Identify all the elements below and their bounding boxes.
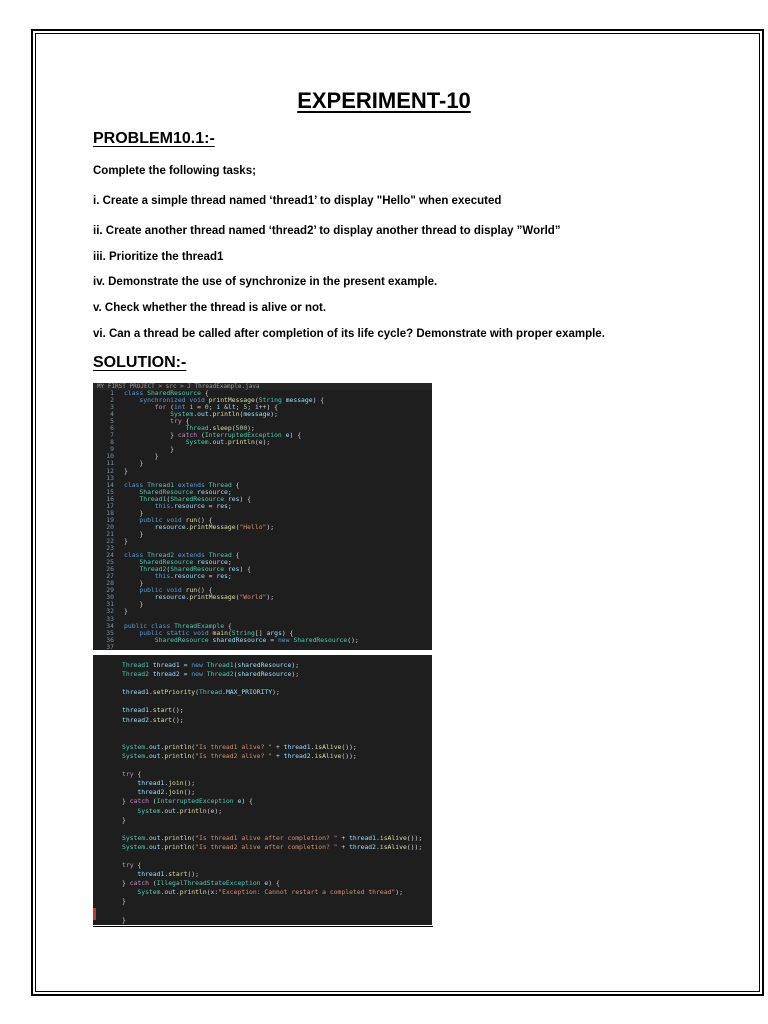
line-number: 4 (110, 410, 114, 419)
line-text: public void run() { (139, 515, 213, 524)
line-text: System.out.println(message); (170, 410, 278, 419)
code-line (93, 716, 432, 725)
line-number (93, 770, 122, 779)
problem-heading: PROBLEM10.1:- (93, 130, 215, 147)
code-line (93, 453, 432, 460)
code-line (93, 807, 432, 816)
line-text: try { (122, 770, 142, 779)
line-text: System.out.println(x:"Exception: Cannot restart a completed thread"); (137, 888, 403, 897)
line-number: 20 (106, 522, 114, 531)
line-number (93, 716, 122, 725)
line-number (93, 843, 122, 852)
line-number (93, 679, 122, 688)
code-line (93, 788, 432, 797)
line-number: 26 (106, 565, 114, 574)
line-text: SharedResource resource; (139, 558, 232, 567)
line-text: SharedResource resource; (139, 487, 232, 496)
code-line (93, 825, 432, 834)
code-line (93, 460, 432, 467)
line-text: Thread2(SharedResource res) { (139, 565, 252, 574)
image-underline (93, 926, 433, 927)
line-text: public void run() { (139, 586, 213, 595)
line-text: thread1.start(); (137, 870, 199, 879)
line-text: this.resource = res; (154, 572, 232, 581)
code-line (93, 734, 432, 743)
line-number: 16 (106, 494, 114, 503)
line-text: } (124, 445, 175, 454)
line-number (93, 816, 122, 825)
line-number (93, 761, 122, 770)
line-text: Thread2 thread2 = new Thread2(sharedResource); (122, 670, 300, 679)
code-line (93, 601, 432, 608)
line-text: System.out.println("Is thread1 alive after completion? " + thread1.isAlive()); (122, 833, 423, 842)
line-text: } (124, 536, 128, 545)
line-number: 14 (106, 480, 114, 489)
code-line (93, 897, 432, 906)
line-number (93, 916, 122, 925)
code-line (93, 531, 432, 538)
code-line (93, 538, 432, 545)
code-lines-1 (93, 390, 432, 650)
line-number: 23 (106, 544, 114, 553)
code-line (93, 852, 432, 861)
code-screenshot-2 (93, 655, 432, 925)
intro-text: Complete the following tasks; (93, 165, 256, 177)
line-text: } (124, 459, 144, 468)
line-number: 32 (106, 607, 114, 616)
line-text: } (122, 915, 126, 924)
code-line (93, 637, 432, 644)
code-line (93, 608, 432, 615)
line-number (93, 725, 122, 734)
line-text: System.out.println(e); (137, 806, 223, 815)
code-line (93, 468, 432, 475)
code-line (93, 503, 432, 510)
editor-gutter-marker (93, 908, 96, 920)
line-number: 33 (106, 614, 114, 623)
line-text: try { (170, 417, 190, 426)
code-line (93, 644, 432, 650)
code-line (93, 688, 432, 697)
line-number: 1 (110, 389, 114, 397)
code-line (93, 661, 432, 670)
code-line (93, 834, 432, 843)
line-number: 25 (106, 558, 114, 567)
line-number: 34 (106, 621, 114, 630)
line-text: thread1.setPriority(Thread.MAX_PRIORITY); (122, 688, 280, 697)
editor-breadcrumb: MY FIRST PROJECT > src > J ThreadExample.java (93, 383, 432, 390)
line-number (93, 870, 122, 879)
code-screenshot-1 (93, 383, 432, 650)
line-text: } (122, 815, 126, 824)
line-text: } catch (InterruptedException e) { (124, 431, 302, 440)
line-number (93, 852, 122, 861)
line-number: 31 (106, 600, 114, 609)
code-line (93, 752, 432, 761)
code-lines-2 (93, 661, 432, 925)
line-number (93, 788, 122, 797)
line-number: 7 (110, 431, 114, 440)
line-text: System.out.println("Is thread2 alive after completion? " + thread2.isAlive()); (122, 842, 423, 851)
line-number (93, 879, 122, 888)
line-number: 9 (110, 445, 114, 454)
code-line (93, 594, 432, 601)
line-text: } (124, 466, 128, 475)
task-2: ii. Create another thread named ‘thread2’ to display another thread to display ”World” (93, 225, 561, 237)
line-number (93, 861, 122, 870)
code-line (93, 888, 432, 897)
line-number: 36 (106, 635, 114, 644)
line-number: 12 (106, 466, 114, 475)
code-line (93, 725, 432, 734)
line-number: 28 (106, 579, 114, 588)
line-number: 2 (110, 396, 114, 405)
line-number: 35 (106, 628, 114, 637)
line-number (93, 779, 122, 788)
line-number: 30 (106, 593, 114, 602)
code-line (93, 916, 432, 925)
code-line (93, 870, 432, 879)
line-number: 10 (106, 452, 114, 461)
line-text: this.resource = res; (154, 501, 232, 510)
line-number: 8 (110, 438, 114, 447)
code-line (93, 761, 432, 770)
line-text: resource.printMessage("World"); (154, 593, 275, 602)
line-text: } (124, 607, 128, 616)
line-text: thread2.start(); (122, 715, 184, 724)
line-text: } (122, 897, 126, 906)
line-text: resource.printMessage("Hello"); (154, 522, 275, 531)
line-number (93, 797, 122, 806)
code-line (93, 573, 432, 580)
line-number (93, 907, 122, 916)
line-text: } (124, 529, 144, 538)
line-number: 24 (106, 551, 114, 560)
line-number (93, 697, 122, 706)
line-number: 19 (106, 515, 114, 524)
line-number: 15 (106, 487, 114, 496)
line-text: public class ThreadExample { (124, 621, 232, 630)
code-line (93, 524, 432, 531)
line-text: System.out.println("Is thread1 alive? " + thread1.isAlive()); (122, 742, 357, 751)
line-number: 18 (106, 508, 114, 517)
line-text: Thread1(SharedResource res) { (139, 494, 252, 503)
code-line (93, 816, 432, 825)
line-text: try { (122, 861, 142, 870)
line-text: } (124, 508, 144, 517)
code-line (93, 770, 432, 779)
line-number (93, 897, 122, 906)
line-text: } catch (IllegalThreadStateException e) { (122, 879, 280, 888)
line-number (93, 734, 122, 743)
code-line (93, 679, 432, 688)
line-number: 17 (106, 501, 114, 510)
code-line (93, 670, 432, 679)
code-line (93, 743, 432, 752)
task-4: iv. Demonstrate the use of synchronize in the present example. (93, 276, 438, 288)
line-text: System.out.println("Is thread2 alive? " + thread2.isAlive()); (122, 751, 357, 760)
task-3: iii. Prioritize the thread1 (93, 251, 224, 263)
task-6: vi. Can a thread be called after completion of its life cycle? Demonstrate with proper example. (93, 328, 605, 340)
code-line (93, 861, 432, 870)
line-text: thread1.join(); (137, 779, 196, 788)
line-number (93, 825, 122, 834)
line-text: } catch (InterruptedException e) { (122, 797, 253, 806)
line-number: 29 (106, 586, 114, 595)
line-number: 3 (110, 403, 114, 412)
document-title: EXPERIMENT-10 (297, 88, 471, 113)
code-line (93, 907, 432, 916)
line-text: class Thread2 extends Thread { (124, 551, 240, 560)
solution-heading: SOLUTION:- (93, 354, 187, 371)
line-number: 5 (110, 417, 114, 426)
line-number (93, 661, 122, 670)
line-text: SharedResource sharedResource = new SharedResource(); (154, 635, 359, 644)
code-line (93, 706, 432, 715)
line-number (93, 670, 122, 679)
line-text: for (int i = 0; i &lt; 5; i++) { (154, 403, 279, 412)
line-text: class SharedResource { (124, 389, 209, 397)
line-number (93, 888, 122, 897)
line-text: System.out.println(e); (185, 438, 271, 447)
task-1: i. Create a simple thread named ‘thread1’ to display "Hello" when executed (93, 195, 502, 207)
line-number (93, 834, 122, 843)
line-number (93, 807, 122, 816)
line-number: 27 (106, 572, 114, 581)
code-line (93, 879, 432, 888)
line-number (93, 752, 122, 761)
line-text: Thread1 thread1 = new Thread1(sharedResource); (122, 661, 300, 669)
line-number: 6 (110, 424, 114, 433)
task-5: v. Check whether the thread is alive or not. (93, 302, 327, 314)
line-text: synchronized void printMessage(String message) { (139, 396, 325, 405)
line-number: 37 (106, 642, 114, 650)
line-text: } (124, 579, 144, 588)
line-text: } (124, 452, 159, 461)
line-number: 13 (106, 473, 114, 482)
code-line (93, 843, 432, 852)
line-text: thread1.start(); (122, 706, 184, 715)
line-number (93, 743, 122, 752)
line-number: 21 (106, 529, 114, 538)
line-number: 11 (106, 459, 114, 468)
code-line (93, 779, 432, 788)
code-line (93, 697, 432, 706)
line-number (93, 688, 122, 697)
line-text: class Thread1 extends Thread { (124, 480, 240, 489)
line-text: } (124, 600, 144, 609)
line-text: public static void main(String[] args) { (139, 628, 294, 637)
line-number (93, 706, 122, 715)
code-line (93, 797, 432, 806)
line-number: 22 (106, 536, 114, 545)
line-text: thread2.join(); (137, 788, 196, 797)
line-text: Thread.sleep(500); (185, 424, 255, 433)
